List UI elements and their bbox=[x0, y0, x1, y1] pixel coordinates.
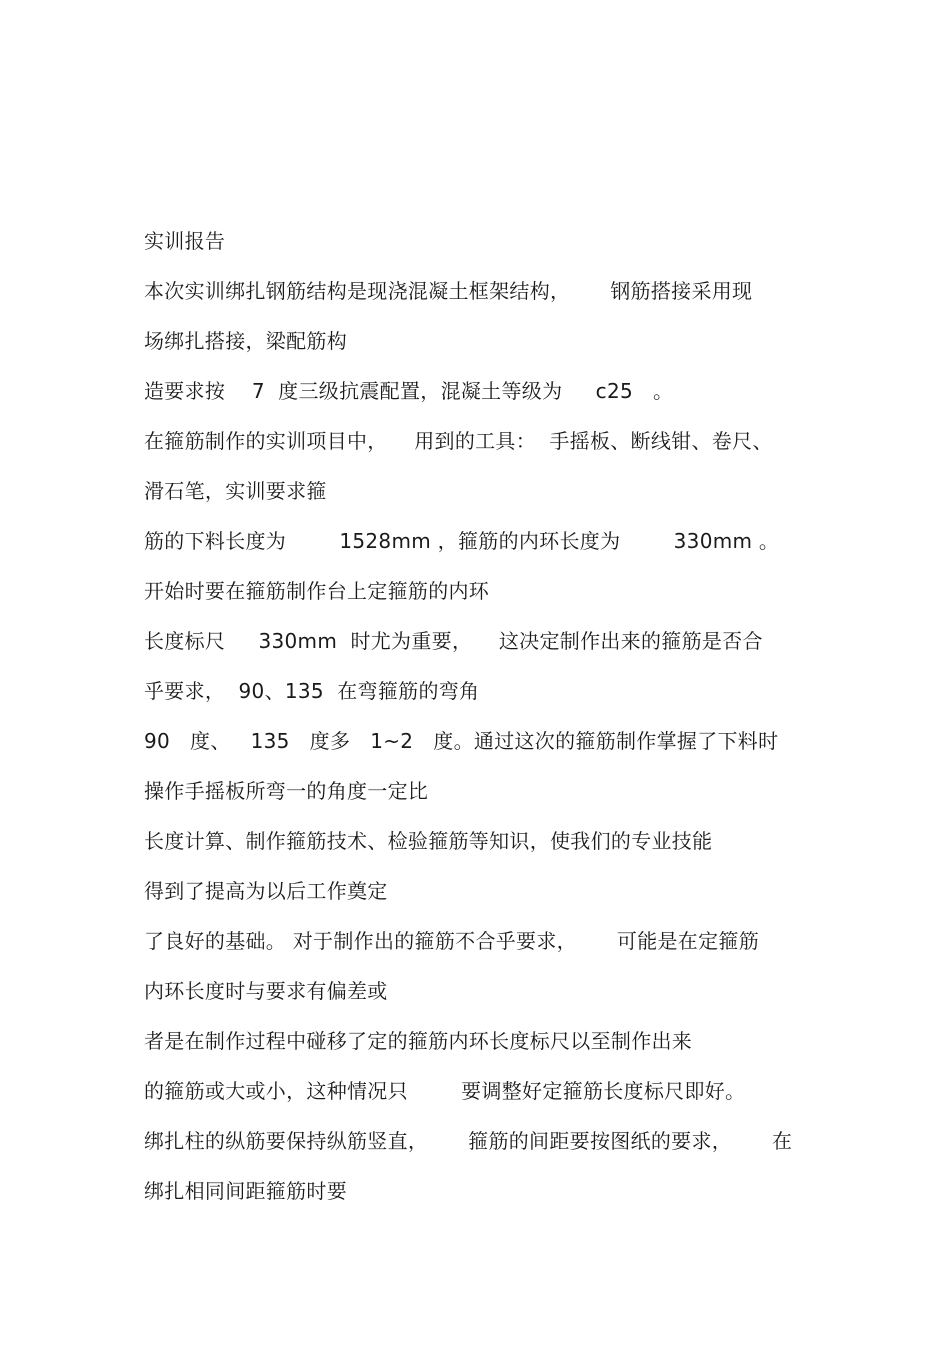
text-line: 绑扎柱的纵筋要保持纵筋竖直， 箍筋的间距要按图纸的要求， 在 bbox=[144, 1129, 793, 1153]
text-line: 者是在制作过程中碰移了定的箍筋内环长度标尺以至制作出来 bbox=[144, 1029, 693, 1053]
text-line: 内环长度时与要求有偏差或 bbox=[144, 979, 388, 1003]
text-line: 的箍筋或大或小，这种情况只 要调整好定箍筋长度标尺即好。 bbox=[144, 1079, 746, 1103]
text-line: 长度计算、制作箍筋技术、检验箍筋等知识，使我们的专业技能 bbox=[144, 829, 713, 853]
text-line: 筋的下料长度为 1528mm ，箍筋的内环长度为 330mm 。 bbox=[144, 529, 780, 553]
text-line: 本次实训绑扎钢筋结构是现浇混凝土框架结构， 钢筋搭接采用现 bbox=[144, 279, 753, 303]
document-title: 实训报告 bbox=[144, 229, 226, 253]
text-line: 造要求按 7 度三级抗震配置，混凝土等级为 c25 。 bbox=[144, 379, 674, 403]
text-line: 开始时要在箍筋制作台上定箍筋的内环 bbox=[144, 579, 490, 603]
text-line: 操作手摇板所弯一的角度一定比 bbox=[144, 779, 429, 803]
text-line: 绑扎相同间距箍筋时要 bbox=[144, 1179, 347, 1203]
text-line: 长度标尺 330mm 时尤为重要， 这决定制作出来的箍筋是否合 bbox=[144, 629, 763, 653]
text-line: 90 度、 135 度多 1~2 度。通过这次的箍筋制作掌握了下料时 bbox=[144, 729, 779, 753]
text-line: 场绑扎搭接，梁配筋构 bbox=[144, 329, 347, 353]
text-line: 在箍筋制作的实训项目中， 用到的工具： 手摇板、断线钳、卷尺、 bbox=[144, 429, 773, 453]
text-line: 滑石笔，实训要求箍 bbox=[144, 479, 327, 503]
text-line: 得到了提高为以后工作奠定 bbox=[144, 879, 388, 903]
text-line: 了良好的基础。 对于制作出的箍筋不合乎要求， 可能是在定箍筋 bbox=[144, 929, 760, 953]
text-line: 乎要求， 90、135 在弯箍筋的弯角 bbox=[144, 679, 480, 703]
